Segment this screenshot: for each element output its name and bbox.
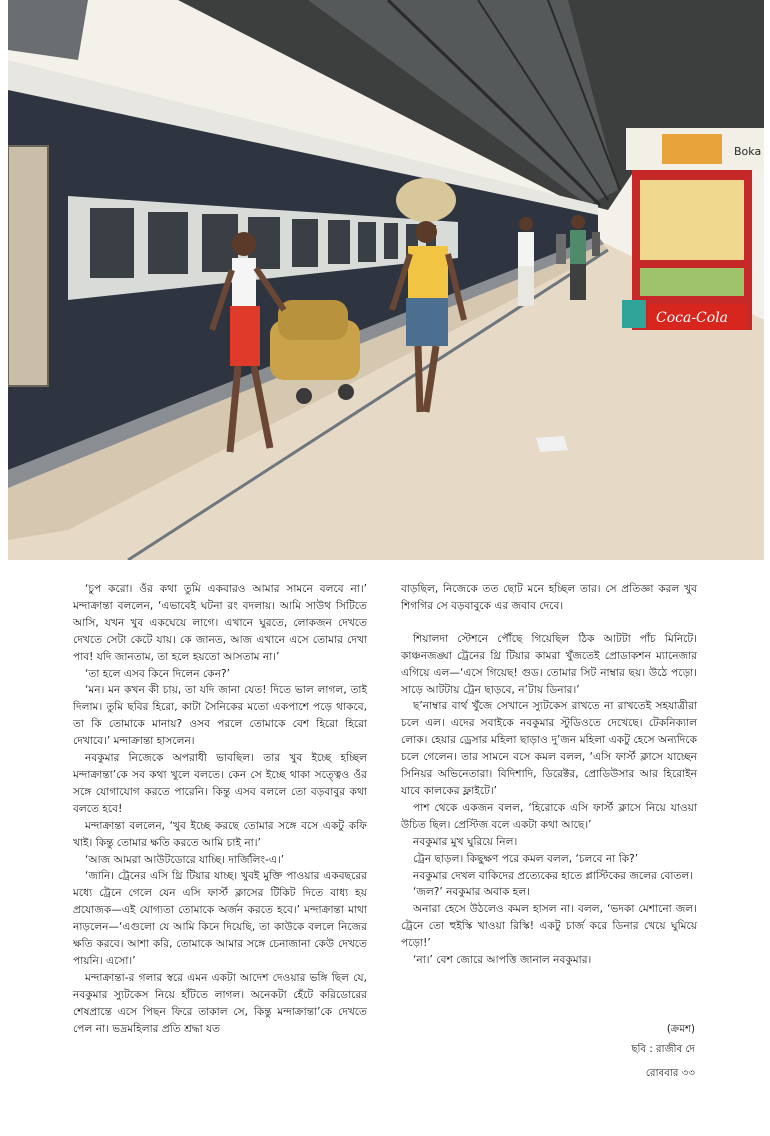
- paragraph: ‘তা হলে এসব কিনে দিলেন কেন?’: [85, 667, 231, 680]
- story-credits: [401, 1022, 695, 1062]
- paragraph: মন্দাক্রান্তা-র গলার স্বরে এমন একটা আদেশ দেওয়ার ভঙ্গি ছিল যে, নবকুমার স্যুটকেস নিয়ে হাঁটতে লাগল। অনেকটা হেঁটে করিডোরের শেষপ্রান্তে এসে পিছন ফিরে তাকাল সে, কিন্তু মন্দাক্রান্তা’কে দেখতে পেল না। ভদ্রমহিলার প্রতি শ্রদ্ধা যত: [73, 971, 367, 1035]
- paragraph: ‘চুপ করো। ওঁর কথা তুমি একবারও আমার সামনে বলবে না।’ মন্দাক্রান্তা বললেন, ‘এভাবেই ঘটনা রং বদলায়। আমি সাউথ সিটিতে আসি, যখন খুব একঘেয়ে লাগে। এখানে ঘুরতে, লোকজন দেখতে দেখতে সেটা কেটে যায়। কে জানত, আজ এখানে এসে তোমার দেখা পাব! যদি জানতাম, তা হলে হয়তো আসতাম না।’: [73, 583, 367, 663]
- paragraph: ‘না।’ বেশ জোরে আপত্তি জানাল নবকুমার।: [413, 954, 592, 967]
- left-text-column: [73, 581, 367, 1037]
- paragraph: নবকুমার দেখল বাকিদের প্রত্যেকের হাতে প্লাস্টিকের জলের বোতল।: [413, 869, 694, 882]
- paragraph: ‘মন। মন কখন কী চায়, তা যদি জানা যেত! দিতে ভাল লাগল, তাই দিলাম। তুমি ছবির হিরো, কাটা সৈনিকের মতো একপাশে পড়ে থাকবে, তা কি তোমাকে মানায়? ওসব পরলে তোমাকে বেশ হিরো হিরো দেখাবে।’ মন্দাক্রান্তা হাসলেন।: [73, 684, 367, 748]
- coca-cola-logo: Coca-Cola: [656, 310, 729, 326]
- platform-food-stall: [622, 128, 764, 330]
- paragraph: ট্রেন ছাড়ল। কিছুক্ষণ পরে কমল বলল, ‘চলবে না কি?’: [413, 852, 639, 865]
- stall-sign: Boka: [734, 145, 762, 158]
- photo-credit: ছবি : রাজীব দে: [631, 1044, 695, 1055]
- train-door: [8, 146, 48, 386]
- magazine-name: রোববার: [645, 1068, 679, 1079]
- paragraph: নবকুমার মুখ ঘুরিয়ে নিল।: [413, 835, 518, 848]
- paragraph: বাড়ছিল, নিজেকে তত ছোট মনে হচ্ছিল তার। সে প্রতিজ্ঞা করল খুব শিগগির সে বড়বাবুকে এর জবাব দেবে।: [401, 583, 697, 612]
- right-text-column: [401, 581, 697, 969]
- paragraph: ছ’নাম্বার বার্থ খুঁজে সেখানে স্যুটকেস রাখতে না রাখতেই সহযাত্রীরা চলে এল। এদের সবাইকে নবকুমার স্টুডিওতে দেখেছে। টেকনিক্যাল লোক। হেয়ার ড্রেসার মহিলা ছাড়াও দু’জন মহিলা একটু হেসে অন্যদিকে চলে গেলেন। তার সামনে বসে কমল বলল, ‘এসি ফার্স্ট ক্লাসে যাচ্ছেন সিনিয়র অভিনেতারা। বিদিশাদি, ডিরেক্টর, প্রোডিউসার আর হিরোইন যাবে কালকের ফ্লাইটে।’: [401, 700, 697, 797]
- paragraph: ‘জল?’ নবকুমার অবাক হল।: [413, 886, 531, 899]
- page-number: ৩৩: [681, 1068, 695, 1079]
- paragraph: অনারা হেসে উঠলেও কমল হাসল না। বলল, ‘ভদকা মেশানো জল। ট্রেনে তো হুইস্কি খাওয়া রিস্কি! একটু চার্জ করে ডিনার খেয়ে ঘুমিয়ে পড়ো!’: [401, 903, 697, 950]
- continued-marker: (ক্রমশ): [666, 1024, 695, 1035]
- paragraph: শিয়ালদা স্টেশনে পৌঁছে গিয়েছিল ঠিক আটটা পাঁচ মিনিটে। কাঞ্চনজঙ্ঘা ট্রেনের থ্রি টিয়ার কামরা খুঁজতেই প্রোডাকশন ম্যানেজার এগিয়ে এল—‘এসে গিয়েছ! গুড। তোমার সিট নাম্বার ছয়। উঠে পড়ো। সাড়ে আটটায় ট্রেন ছাড়বে, ন’টায় ডিনার।’: [401, 632, 697, 696]
- paragraph: ‘জানি। ট্রেনের এসি থ্রি টিয়ার যাচ্ছ। খুবই মুক্তি পাওয়ার একবছরের মধ্যে ট্রেনে গেলে যেন এসি ফার্স্ট ক্লাসের টিকিট দিতে বাধ্য হয় প্রযোজক—এই যোগ্যতা তোমাকে অর্জন করতে হবে।’ মন্দাক্রান্তা মাথা নাড়লেন—‘এগুলো যে আমি কিনে দিয়েছি, তা কাউকে বললে নিজের ক্ষতি করবে। আশা করি, তোমাকে আমার সঙ্গে চেনাজানা কেউ দেখতে পায়নি। এসো।’: [73, 870, 367, 967]
- paragraph: ‘আজ আমরা আউটডোরে যাচ্ছি। দার্জিলিং-এ।’: [85, 853, 285, 866]
- paragraph: মন্দাক্রান্তা বললেন, ‘খুব ইচ্ছে করছে তোমার সঙ্গে বসে একটু কফি খাই। কিন্তু তোমার ক্ষতি করতে আমি চাই না।’: [73, 819, 367, 849]
- paragraph: পাশ থেকে একজন বলল, ‘হিরোকে এসি ফার্স্ট ক্লাসে নিয়ে যাওয়া উচিত ছিল। প্রেস্টিজ বলে একটা কথা আছে।’: [401, 801, 697, 831]
- page-footer: [401, 1066, 695, 1083]
- railway-platform-photo: [8, 0, 764, 560]
- paragraph: নবকুমার নিজেকে অপরাধী ভাবছিল। তার খুব ইচ্ছে হচ্ছিল মন্দাক্রান্তা’কে সব কথা খুলে বলতে। কেন সে ইচ্ছে থাকা সত্ত্বেও ওঁর সঙ্গে যোগাযোগ করতে পারেনি। কিন্তু এসব বললে তো বড়বাবুর কথা বলতে হবে!: [73, 752, 367, 815]
